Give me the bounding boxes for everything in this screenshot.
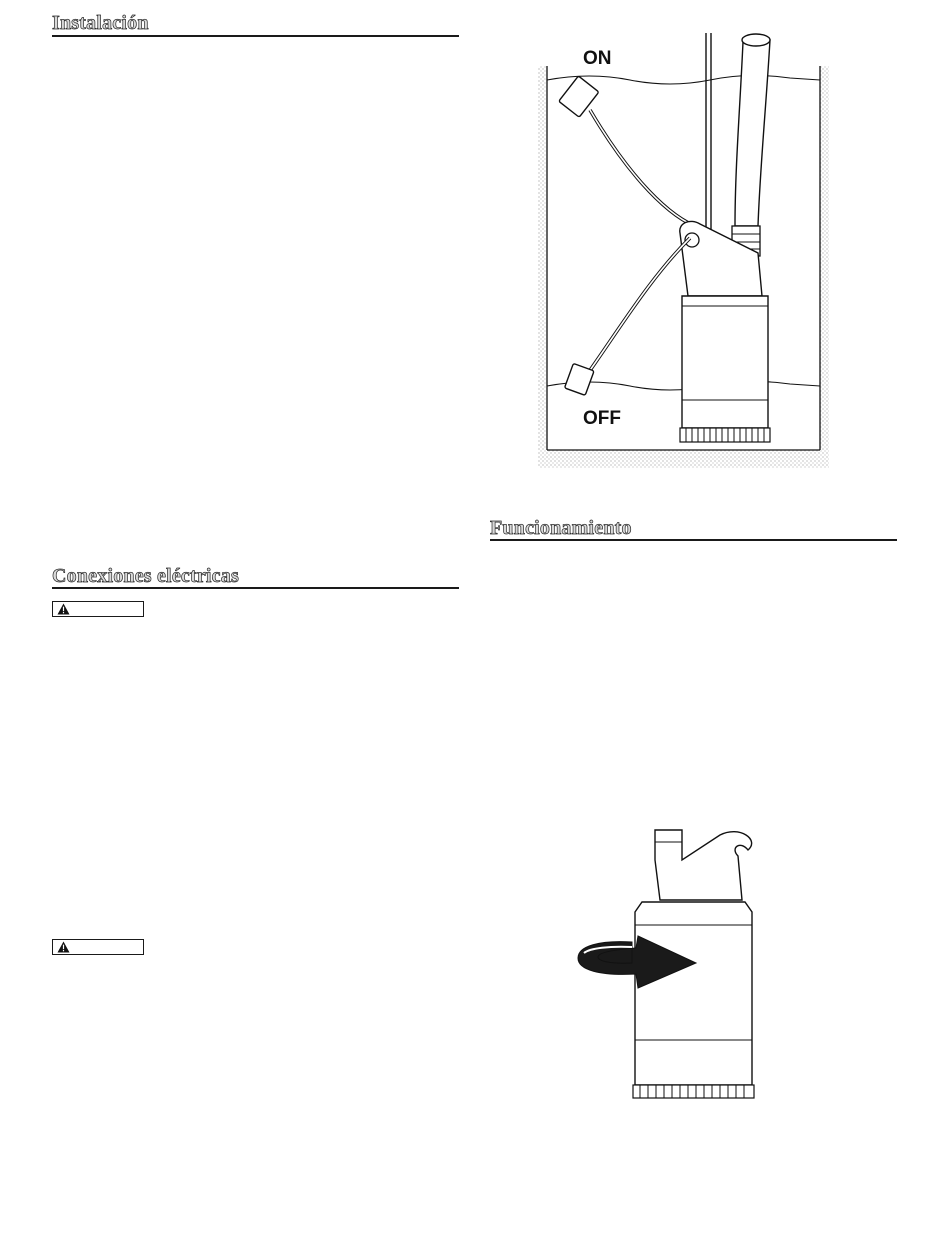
warning-triangle-icon — [57, 941, 70, 953]
pump-float-switch-diagram — [530, 28, 840, 473]
float-on — [559, 76, 599, 117]
heading-rule-operation — [490, 539, 897, 541]
discharge-hose — [732, 34, 770, 256]
pump-rotation-diagram — [570, 820, 770, 1105]
warning-triangle-icon — [57, 603, 70, 615]
heading-operation: Funcionamiento — [490, 517, 632, 539]
float-on-label: ON — [583, 48, 612, 69]
heading-rule-electrical — [52, 587, 459, 589]
float-off-label: OFF — [583, 408, 621, 429]
warning-badge — [52, 601, 144, 617]
heading-electrical-connections: Conexiones eléctricas — [52, 565, 239, 587]
pump — [680, 221, 770, 442]
heading-installation: Instalación — [52, 12, 149, 34]
heading-rule-installation — [52, 35, 459, 37]
warning-badge — [52, 939, 144, 955]
